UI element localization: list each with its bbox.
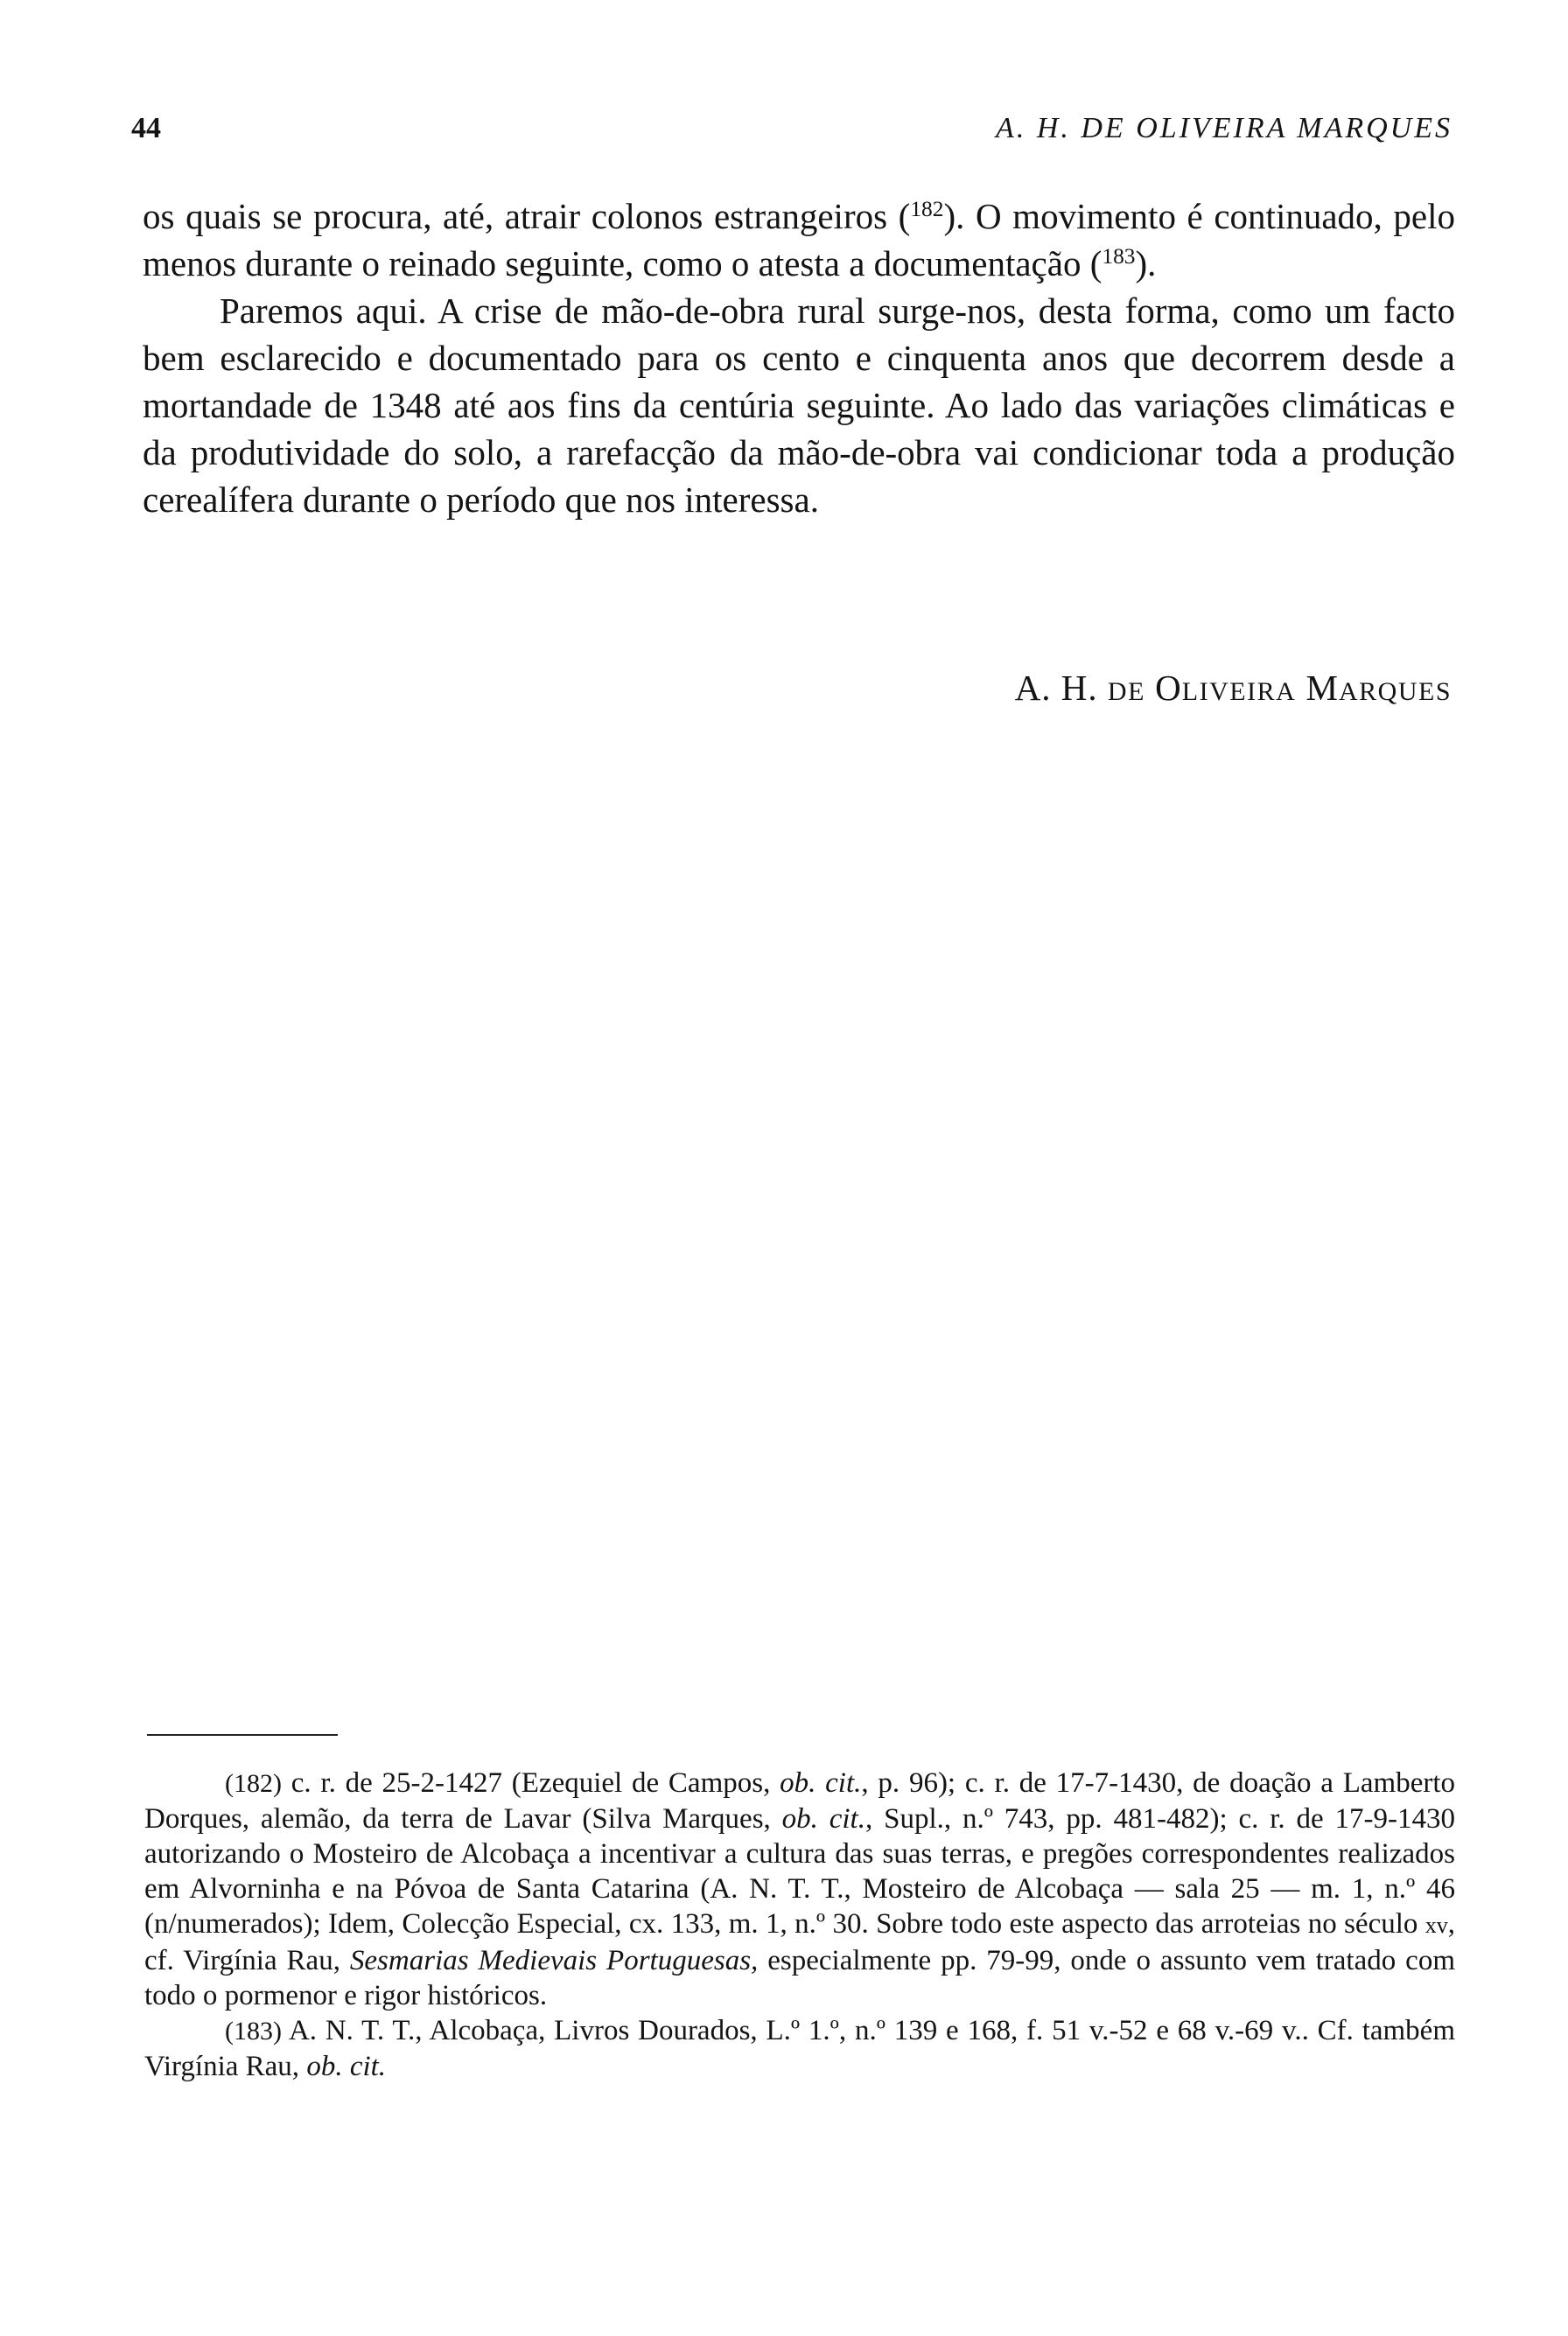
running-head: A. H. DE OLIVEIRA MARQUES (996, 112, 1452, 144)
paragraph-2: Paremos aqui. A crise de mão-de-obra rural surge-nos, desta forma, como um facto bem esclarecido e documentado para os cento e cinquenta anos que decorrem desde a mortandade de 1348 até aos fins da centúria seguinte. Ao lado das variações climáticas e da produtividade do solo, a rarefacção da mão-de-obra vai condicionar toda a produção cerealífera durante o período que nos interessa. (143, 290, 1455, 520)
footnote-separator (147, 1734, 338, 1736)
paragraph-1 (143, 192, 1455, 287)
paragraph-1-text-a: os quais se procura, até, atrair colonos estrangeiros ( (143, 196, 911, 236)
note-ref-183: 183 (1102, 244, 1136, 269)
footnote-183: (183) A. N. T. T., Alcobaça, Livros Dourados, L.º 1.º, n.º 139 e 168, f. 51 v.-52 e 68 v.-69 v.. Cf. também Virgínia Rau, ob. cit. (144, 2015, 1455, 2082)
footnotes (144, 1766, 1455, 2084)
footnote-182-ref: (182) (225, 1769, 282, 1798)
note-ref-182: 182 (910, 197, 944, 222)
author-signature: A. H. DE OLIVEIRA MARQUES (1014, 668, 1452, 708)
page-header (131, 112, 1452, 150)
page-number: 44 (131, 112, 161, 144)
footnote-183-ref: (183) (225, 2017, 282, 2046)
main-text (143, 192, 1455, 523)
paragraph-1-text-b: ). O movimento é continuado, pelo menos durante o reinado seguinte, como o atesta a documentação ( (143, 196, 1455, 283)
footnote-182: (182) c. r. de 25-2-1427 (Ezequiel de Campos, ob. cit., p. 96); c. r. de 17-7-1430, de doação a Lamberto Dorques, alemão, da terra de Lavar (Silva Marques, ob. cit., Supl., n.º 743, pp. 481-482); c. r. de 17-9-1430 autorizando o Mosteiro de Alcobaça a incentivar a cultura das suas terras, e pregões correspondentes realizados em Alvorninha e na Póvoa de Santa Catarina (A. N. T. T., Mosteiro de Alcobaça — sala 25 — m. 1, n.º 46 (n/numerados); Idem, Colecção Especial, cx. 133, m. 1, n.º 30. Sobre todo este aspecto das arroteias no século xv, cf. Virgínia Rau, Sesmarias Medievais Portuguesas, especialmente pp. 79-99, onde o assunto vem tratado com todo o pormenor e rigor históricos. (144, 1767, 1456, 2011)
paragraph-1-text-c: ). (1135, 243, 1157, 283)
